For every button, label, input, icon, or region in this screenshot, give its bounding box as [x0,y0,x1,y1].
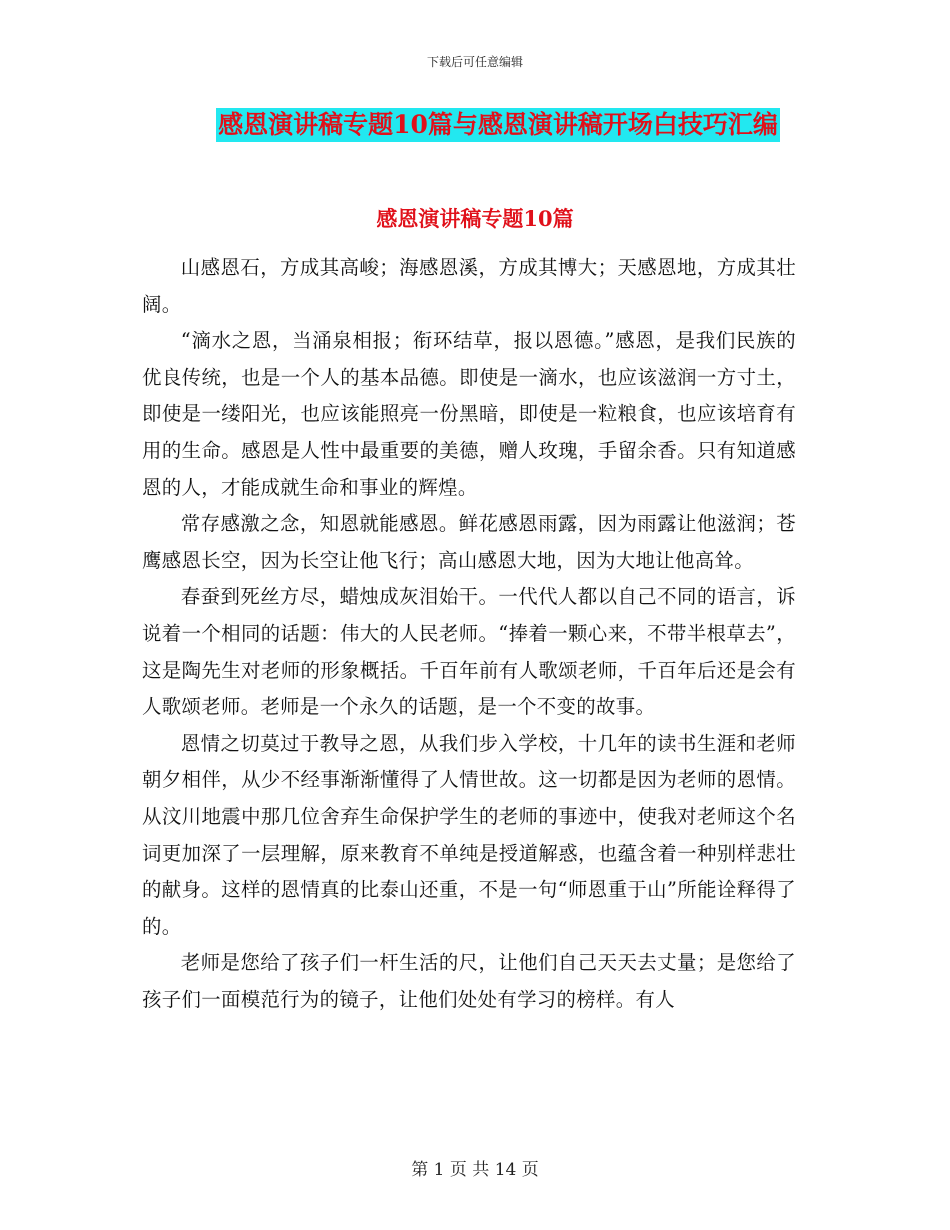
paragraph-2: “滴水之恩，当涌泉相报；衔环结草，报以恩德。”感恩，是我们民族的优良传统，也是一个人的基本品德。即使是一滴水，也应该滋润一方寸土，即使是一缕阳光，也应该能照亮一份黑暗，即使是一粒粮食，也应该培育有用的生命。感恩是人性中最重要的美德，赠人玫瑰，手留余香。只有知道感恩的人，才能成就生命和事业的辉煌。 [142,329,796,499]
main-title-wrap [0,108,950,142]
page-footer: 第 1 页 共 14 页 [411,1160,539,1180]
paragraph-3: 常存感激之念，知恩就能感恩。鲜花感恩雨露，因为雨露让他滋润；苍鹰感恩长空，因为长空让他飞行；高山感恩大地，因为大地让他高耸。 [142,512,796,572]
document-body [142,250,796,1018]
paragraph-4: 春蚕到死丝方尽，蜡烛成灰泪始干。一代代人都以自己不同的语言，诉说着一个相同的话题：伟大的人民老师。“捧着一颗心来，不带半根草去”，这是陶先生对老师的形象概括。千百年前有人歌颂老师，千百年后还是会有人歌颂老师。老师是一个永久的话题，是一个不变的故事。 [142,585,796,719]
paragraph-6: 老师是您给了孩子们一杆生活的尺，让他们自己天天去丈量；是您给了孩子们一面模范行为的镜子，让他们处处有学习的榜样。有人 [142,951,796,1011]
main-title: 感恩演讲稿专题10篇与感恩演讲稿开场白技巧汇编 [216,108,780,142]
section-title: 感恩演讲稿专题10篇 [376,206,574,231]
header-note: 下载后可任意编辑 [426,55,523,69]
paragraph-5: 恩情之切莫过于教导之恩，从我们步入学校，十几年的读书生涯和老师朝夕相伴，从少不经事渐渐懂得了人情世故。这一切都是因为老师的恩情。从汶川地震中那几位舍弃生命保护学生的老师的事迹中，使我对老师这个名词更加深了一层理解，原来教育不单纯是授道解惑，也蕴含着一种别样悲壮的献身。这样的恩情真的比泰山还重，不是一句“师恩重于山”所能诠释得了的。 [142,731,796,938]
paragraph-1: 山感恩石，方成其高峻；海感恩溪，方成其博大；天感恩地，方成其壮阔。 [142,256,796,316]
